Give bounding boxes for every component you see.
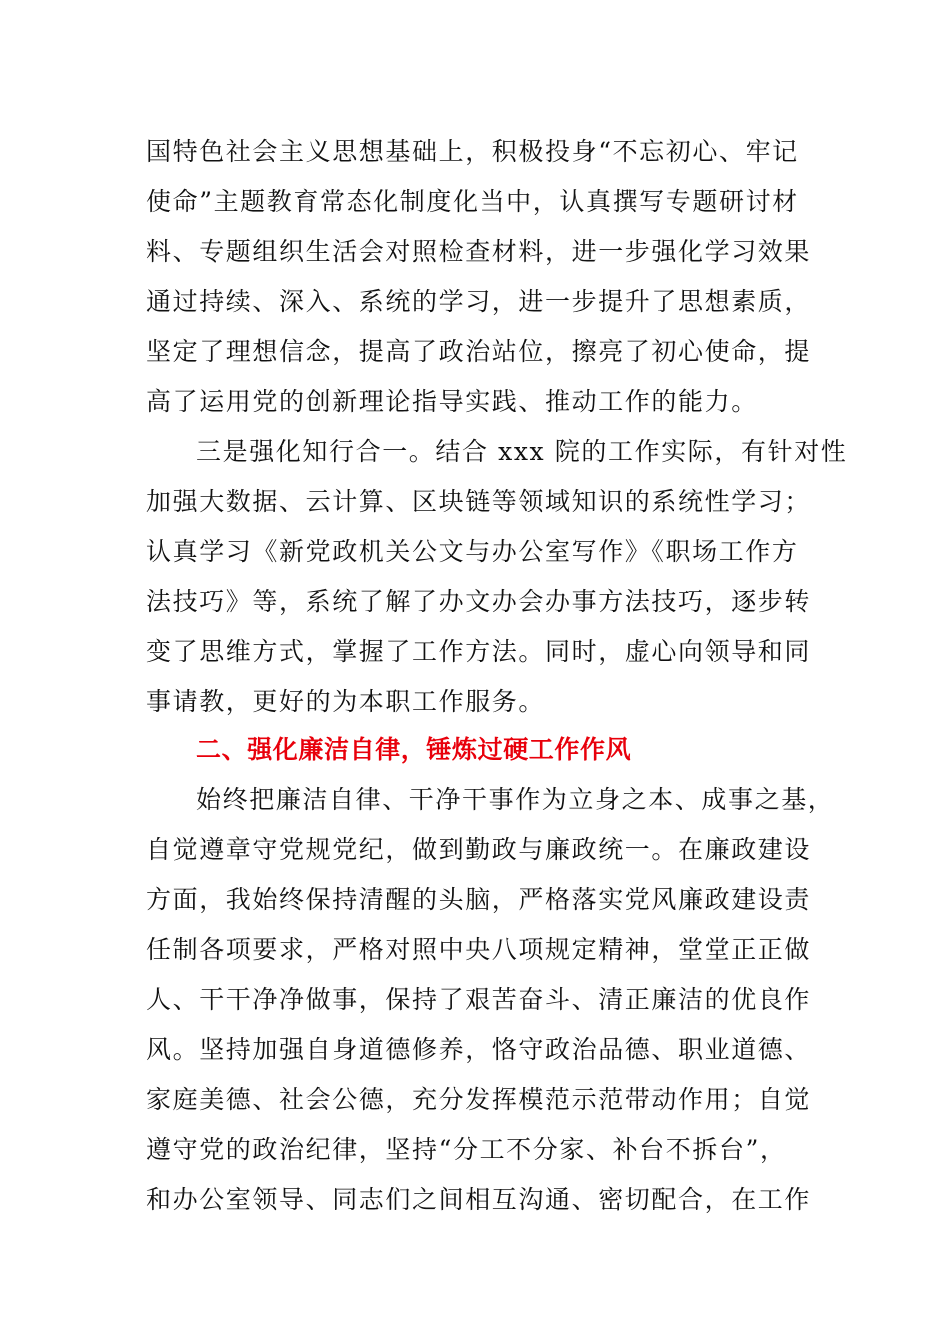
paragraph-line: 家庭美德、社会公德，充分发挥模范示范带动作用；自觉 <box>146 1085 812 1114</box>
paragraph-line: 国特色社会主义思想基础上，积极投身“不忘初心、牢记 <box>146 137 799 166</box>
paragraph-line: 方面，我始终保持清醒的头脑，严格落实党风廉政建设责 <box>146 885 812 914</box>
paragraph-line: 始终把廉洁自律、干净干事作为立身之本、成事之基， <box>196 785 835 814</box>
paragraph-line: 加强大数据、云计算、区块链等领域知识的系统性学习； <box>146 487 812 516</box>
paragraph-line: 法技巧》等，系统了解了办文办会办事方法技巧，逐步转 <box>146 587 812 616</box>
paragraph-line: 三是强化知行合一。结合 xxx 院的工作实际，有针对性 <box>196 437 848 466</box>
paragraph-line: 变了思维方式，掌握了工作方法。同时，虚心向领导和同 <box>146 637 812 666</box>
paragraph-line: 高了运用党的创新理论指导实践、推动工作的能力。 <box>146 387 758 416</box>
paragraph-line: 自觉遵章守党规党纪，做到勤政与廉政统一。在廉政建设 <box>146 835 812 864</box>
paragraph-line: 任制各项要求，严格对照中央八项规定精神，堂堂正正做 <box>146 935 812 964</box>
section-heading: 二、强化廉洁自律，锤炼过硬工作作风 <box>196 735 632 764</box>
paragraph-line: 使命”主题教育常态化制度化当中，认真撰写专题研讨材 <box>146 187 799 216</box>
paragraph-line: 人、干干净净做事，保持了艰苦奋斗、清正廉洁的优良作 <box>146 985 812 1014</box>
paragraph-line: 风。坚持加强自身道德修养，恪守政治品德、职业道德、 <box>146 1035 812 1064</box>
paragraph-line: 事请教，更好的为本职工作服务。 <box>146 687 546 716</box>
paragraph-line: 和办公室领导、同志们之间相互沟通、密切配合，在工作 <box>146 1185 812 1214</box>
paragraph-line: 认真学习《新党政机关公文与办公室写作》《职场工作方 <box>146 537 799 566</box>
paragraph-line: 通过持续、深入、系统的学习，进一步提升了思想素质， <box>146 287 812 316</box>
paragraph-line: 遵守党的政治纪律，坚持“分工不分家、补台不拆台”， <box>146 1135 787 1164</box>
paragraph-line: 料、专题组织生活会对照检查材料，进一步强化学习效果 <box>146 237 812 266</box>
paragraph-line: 坚定了理想信念，提高了政治站位，擦亮了初心使命，提 <box>146 337 812 366</box>
